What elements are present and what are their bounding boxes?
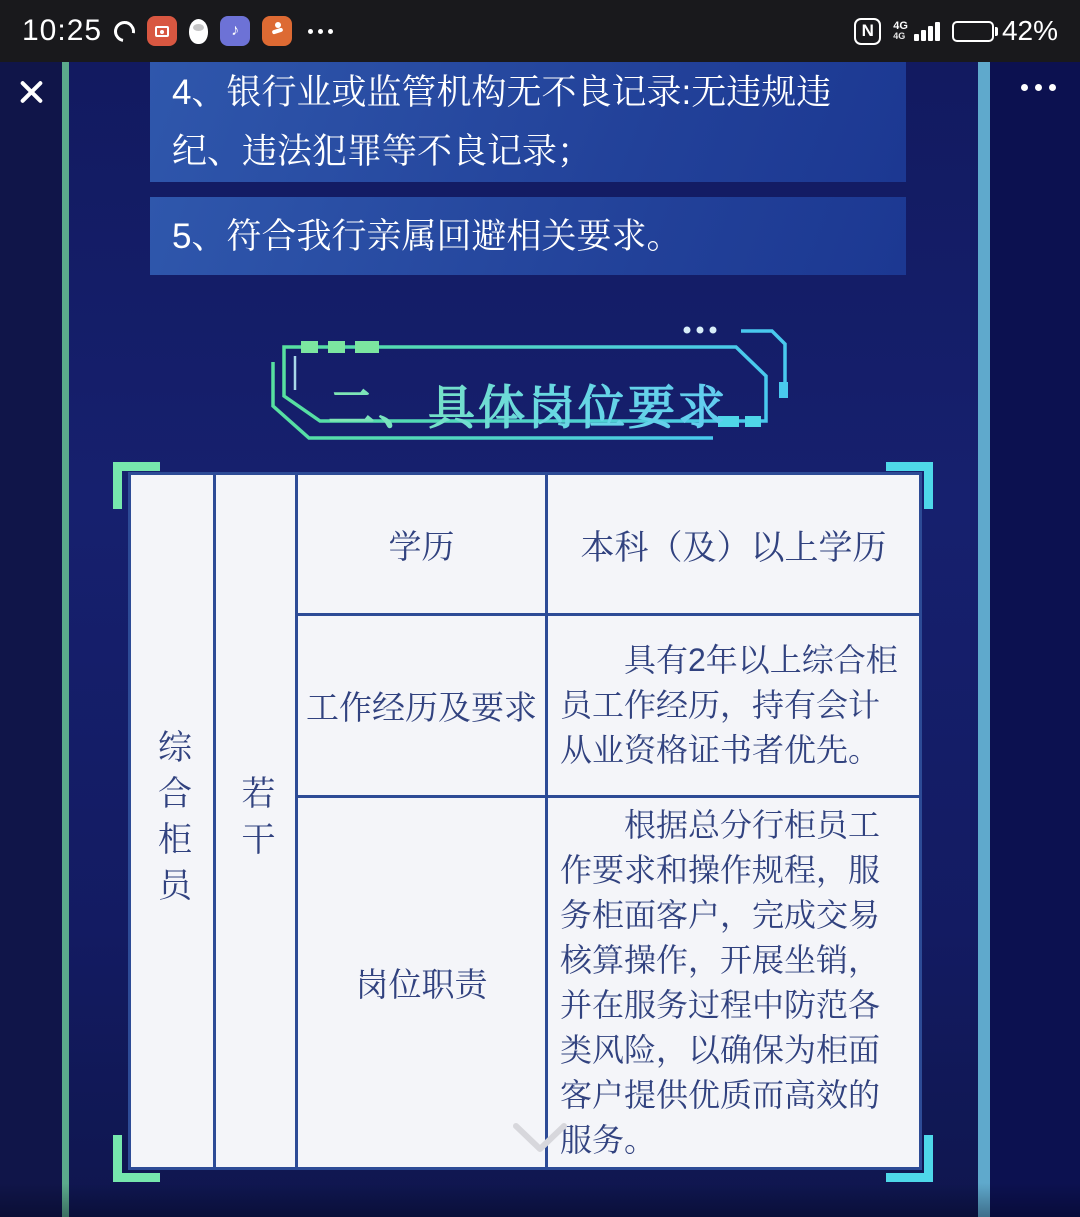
requirement-item-5 [150,197,906,275]
qq-app-icon [189,19,208,44]
notification-ellipsis-icon [308,29,333,34]
signal-bars-icon [914,22,940,41]
row-experience-label: 工作经历及要求 [298,616,548,798]
bottom-shade [0,1183,1080,1217]
battery-percent: 42% [1001,15,1058,46]
sync-icon [110,16,139,45]
status-bar-right [854,15,1058,47]
signal-icon [893,21,940,41]
poster-right-edge-stripe [978,62,990,1217]
row-education-value: 本科（及）以上学历 [548,475,919,616]
poster-left-edge-stripe [62,62,69,1217]
page-right-margin [990,62,1080,1217]
position-table [128,472,922,1170]
close-icon[interactable] [14,74,50,110]
status-bar [0,0,1080,62]
music-app-icon: ♪ [220,16,250,46]
sim1-network-label: 4G [893,20,908,32]
position-name-cell [131,475,216,1167]
clock-text: 10:25 [22,14,103,47]
sim2-network-label: 4G [893,31,906,41]
more-menu-icon[interactable] [1021,84,1056,91]
battery-icon [952,15,1058,47]
requirement-item-4 [150,62,906,182]
corner-bracket-bottom-right [886,1135,933,1182]
position-name: 综合柜员 [152,729,191,913]
headcount: 若干 [236,775,274,867]
row-duty-value: 根据总分行柜员工作要求和操作规程，服务柜面客户，完成交易核算操作，开展坐销，并在服务过程中防范各类风险，以确保为柜面客户提供优质而高效的服务。 [560,806,881,1158]
corner-bracket-top-right [886,462,933,509]
section-title: 二、具体岗位要求 [266,360,790,448]
person-app-icon [262,16,292,46]
corner-bracket-top-left [113,462,160,509]
row-experience-value: 具有2年以上综合柜员工作经历，持有会计从业资格证书者优先。 [548,616,919,798]
section-title-frame [266,320,790,450]
nfc-icon: N [854,18,881,45]
camera-app-icon [147,16,177,46]
row-duty-label: 岗位职责 [298,798,548,1167]
row-education-label: 学历 [298,475,548,616]
requirement-text: 4、银行业或监管机构无不良记录:无违规违纪、违法犯罪等不良记录； [172,73,832,171]
status-bar-left [22,14,333,48]
requirement-text: 5、符合我行亲属回避相关要求。 [172,216,682,256]
headcount-cell [216,475,298,1167]
page-left-margin [0,62,62,1217]
corner-bracket-bottom-left [113,1135,160,1182]
chevron-down-icon [510,1118,570,1160]
